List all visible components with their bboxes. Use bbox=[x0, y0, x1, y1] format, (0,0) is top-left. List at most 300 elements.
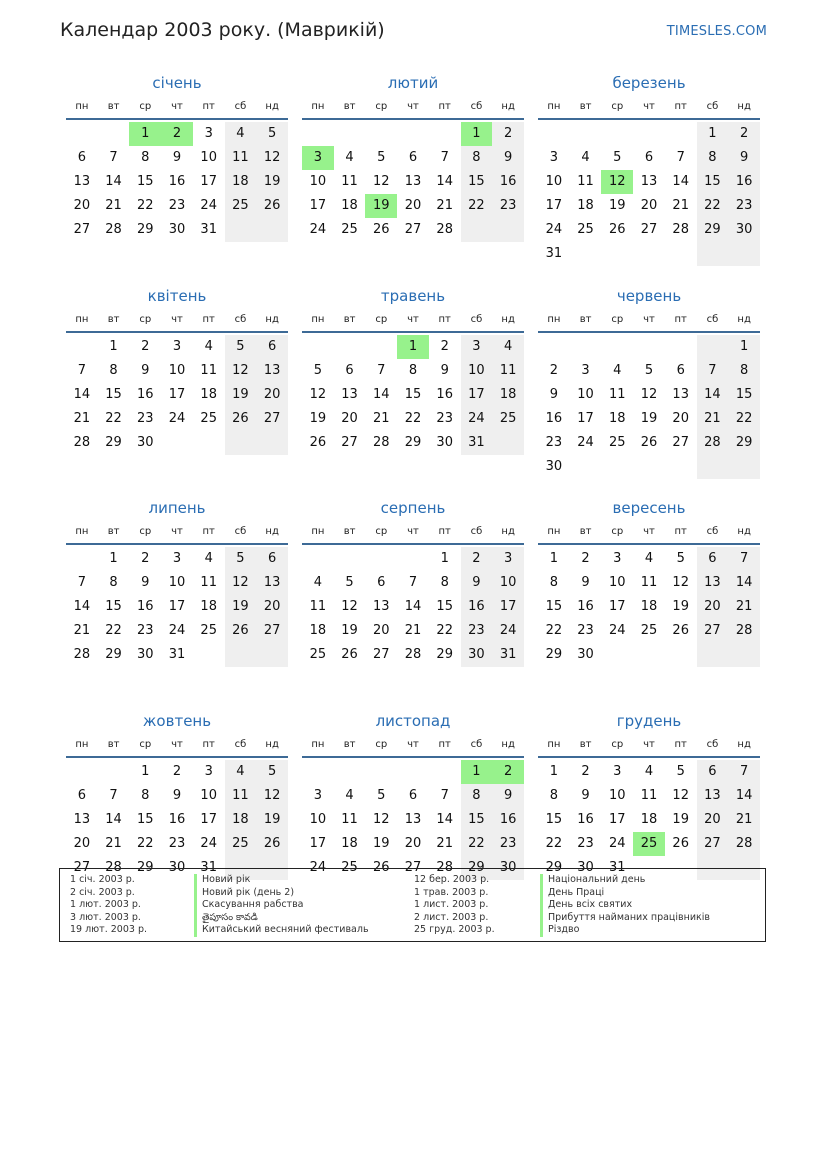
day-cell[interactable]: 30 bbox=[137, 647, 154, 662]
day-cell[interactable]: 2 bbox=[172, 763, 182, 779]
day-cell[interactable]: 1 bbox=[728, 335, 760, 359]
day-cell[interactable]: 29 bbox=[545, 859, 563, 875]
day-cell[interactable]: 31 bbox=[200, 222, 217, 237]
day-cell[interactable]: 23 bbox=[436, 410, 453, 426]
day-cell[interactable]: 15 bbox=[461, 808, 493, 832]
day-cell[interactable]: 16 bbox=[436, 386, 453, 402]
day-cell[interactable]: 8 bbox=[141, 787, 150, 803]
day-cell[interactable]: 12 bbox=[225, 359, 257, 383]
day-cell[interactable]: 23 bbox=[545, 434, 563, 450]
day-cell[interactable]: 9 bbox=[172, 150, 182, 165]
day-cell[interactable]: 14 bbox=[404, 599, 422, 614]
day-cell[interactable]: 21 bbox=[697, 407, 729, 431]
day-cell[interactable]: 17 bbox=[545, 198, 563, 213]
day-cell[interactable]: 8 bbox=[549, 787, 558, 803]
day-cell[interactable]: 4 bbox=[225, 122, 257, 146]
day-cell[interactable]: 15 bbox=[105, 386, 122, 402]
day-cell[interactable]: 6 bbox=[377, 575, 386, 590]
day-cell[interactable]: 7 bbox=[728, 547, 760, 571]
day-cell[interactable]: 24 bbox=[577, 434, 594, 450]
day-cell[interactable]: 19 bbox=[256, 808, 288, 832]
day-cell[interactable]: 16 bbox=[492, 170, 524, 194]
day-cell[interactable]: 17 bbox=[461, 383, 493, 407]
day-cell[interactable]: 6 bbox=[676, 362, 685, 378]
day-cell[interactable]: 16 bbox=[137, 599, 154, 614]
day-cell[interactable]: 14 bbox=[436, 174, 453, 189]
day-cell[interactable]: 31 bbox=[200, 859, 217, 875]
day-cell[interactable]: 28 bbox=[373, 434, 390, 450]
day-cell[interactable]: 22 bbox=[545, 623, 563, 638]
day-cell[interactable]: 4 bbox=[613, 362, 622, 378]
day-cell[interactable]: 12 bbox=[309, 386, 327, 402]
day-cell[interactable]: 12 bbox=[672, 575, 689, 590]
day-cell[interactable]: 9 bbox=[172, 787, 182, 803]
day-cell[interactable]: 10 bbox=[609, 787, 626, 803]
day-cell[interactable]: 30 bbox=[728, 218, 760, 242]
day-cell[interactable]: 9 bbox=[492, 146, 524, 170]
day-cell[interactable]: 14 bbox=[436, 811, 453, 827]
day-cell[interactable]: 10 bbox=[200, 150, 217, 165]
day-cell[interactable]: 5 bbox=[676, 551, 685, 566]
day-cell[interactable]: 27 bbox=[640, 222, 658, 237]
day-cell[interactable]: 17 bbox=[309, 198, 327, 213]
day-cell[interactable]: 8 bbox=[461, 146, 493, 170]
day-cell[interactable]: 30 bbox=[492, 856, 524, 880]
day-cell[interactable]: 8 bbox=[141, 150, 150, 165]
day-cell[interactable]: 19 bbox=[373, 835, 390, 851]
day-cell[interactable]: 26 bbox=[225, 619, 257, 643]
day-cell[interactable]: 31 bbox=[168, 647, 186, 662]
day-cell[interactable]: 11 bbox=[309, 599, 327, 614]
day-cell[interactable]: 10 bbox=[309, 174, 327, 189]
day-cell[interactable]: 23 bbox=[728, 194, 760, 218]
day-cell[interactable]: 5 bbox=[256, 760, 288, 784]
day-cell[interactable]: 27 bbox=[373, 647, 390, 662]
day-cell[interactable]: 17 bbox=[168, 599, 186, 614]
day-cell[interactable]: 1 bbox=[141, 763, 150, 779]
day-cell[interactable]: 3 bbox=[172, 551, 182, 566]
day-cell[interactable]: 4 bbox=[644, 763, 654, 779]
day-cell[interactable]: 18 bbox=[492, 383, 524, 407]
day-cell[interactable]: 5 bbox=[613, 150, 622, 165]
day-cell[interactable]: 18 bbox=[341, 835, 358, 851]
day-cell[interactable]: 10 bbox=[577, 386, 594, 402]
day-cell[interactable]: 23 bbox=[137, 410, 154, 426]
day-cell[interactable]: 28 bbox=[728, 619, 760, 643]
day-cell[interactable]: 3 bbox=[204, 126, 213, 141]
day-cell[interactable]: 8 bbox=[440, 575, 449, 590]
day-cell[interactable]: 23 bbox=[492, 832, 524, 856]
day-cell[interactable]: 10 bbox=[461, 359, 493, 383]
day-cell[interactable]: 3 bbox=[492, 547, 524, 571]
day-cell[interactable]: 20 bbox=[697, 595, 729, 619]
day-cell[interactable]: 22 bbox=[697, 194, 729, 218]
day-cell[interactable]: 11 bbox=[200, 575, 217, 590]
day-cell[interactable]: 10 bbox=[200, 787, 217, 803]
day-cell[interactable]: 4 bbox=[204, 338, 213, 354]
day-cell[interactable]: 5 bbox=[377, 787, 386, 803]
day-cell[interactable]: 2 bbox=[549, 362, 558, 378]
day-cell[interactable]: 18 bbox=[341, 198, 358, 213]
day-cell[interactable]: 10 bbox=[492, 571, 524, 595]
day-cell[interactable]: 25 bbox=[309, 647, 327, 662]
day-cell[interactable]: 27 bbox=[404, 859, 422, 875]
day-cell[interactable]: 14 bbox=[73, 386, 91, 402]
day-cell[interactable]: 6 bbox=[345, 362, 354, 378]
day-cell[interactable]: 29 bbox=[105, 434, 122, 450]
day-cell[interactable]: 29 bbox=[436, 647, 453, 662]
day-cell[interactable]: 31 bbox=[545, 246, 563, 261]
day-cell[interactable]: 19 bbox=[256, 170, 288, 194]
day-cell[interactable]: 12 bbox=[373, 811, 390, 827]
day-cell[interactable]: 27 bbox=[341, 434, 358, 450]
day-cell[interactable]: 3 bbox=[313, 787, 322, 803]
day-cell[interactable]: 8 bbox=[408, 362, 418, 378]
day-cell[interactable]: 17 bbox=[200, 811, 217, 827]
day-cell[interactable]: 15 bbox=[461, 170, 493, 194]
day-cell[interactable]: 29 bbox=[728, 431, 760, 455]
day-cell[interactable]: 3 bbox=[549, 150, 558, 165]
day-cell[interactable]: 9 bbox=[492, 784, 524, 808]
day-cell[interactable]: 27 bbox=[672, 434, 689, 450]
day-cell[interactable]: 14 bbox=[373, 386, 390, 402]
day-cell[interactable]: 25 bbox=[577, 222, 594, 237]
day-cell[interactable]: 13 bbox=[256, 571, 288, 595]
day-cell[interactable]: 12 bbox=[256, 784, 288, 808]
day-cell[interactable]: 29 bbox=[461, 856, 493, 880]
day-cell[interactable]: 19 bbox=[672, 811, 689, 827]
day-cell[interactable]: 24 bbox=[200, 198, 217, 213]
day-cell[interactable]: 7 bbox=[77, 575, 86, 590]
day-cell[interactable]: 23 bbox=[168, 198, 186, 213]
day-cell[interactable]: 15 bbox=[697, 170, 729, 194]
day-cell[interactable]: 24 bbox=[200, 835, 217, 851]
day-cell[interactable]: 7 bbox=[109, 150, 118, 165]
day-cell[interactable]: 5 bbox=[676, 763, 685, 779]
day-cell[interactable]: 21 bbox=[105, 835, 122, 851]
day-cell[interactable]: 26 bbox=[309, 434, 327, 450]
day-cell[interactable]: 15 bbox=[137, 174, 154, 189]
day-cell[interactable]: 2 bbox=[581, 551, 590, 566]
day-cell[interactable]: 14 bbox=[728, 571, 760, 595]
day-cell[interactable]: 25 bbox=[200, 410, 217, 426]
day-cell[interactable]: 20 bbox=[73, 198, 91, 213]
day-cell[interactable]: 15 bbox=[436, 599, 453, 614]
day-cell[interactable]: 24 bbox=[492, 619, 524, 643]
day-cell[interactable]: 23 bbox=[492, 194, 524, 218]
day-cell[interactable]: 7 bbox=[728, 760, 760, 784]
day-cell[interactable]: 2 bbox=[440, 338, 449, 354]
day-cell[interactable]: 9 bbox=[461, 571, 493, 595]
day-cell[interactable]: 25 bbox=[492, 407, 524, 431]
day-cell[interactable]: 4 bbox=[204, 551, 213, 566]
day-cell[interactable]: 19 bbox=[225, 595, 257, 619]
day-cell[interactable]: 13 bbox=[373, 599, 390, 614]
day-cell[interactable]: 1 bbox=[461, 122, 493, 146]
day-cell[interactable]: 6 bbox=[697, 760, 729, 784]
day-cell[interactable]: 1 bbox=[549, 551, 558, 566]
day-cell[interactable]: 18 bbox=[577, 198, 594, 213]
day-cell[interactable]: 21 bbox=[404, 623, 422, 638]
day-cell[interactable]: 4 bbox=[581, 150, 590, 165]
day-cell[interactable]: 1 bbox=[461, 760, 493, 784]
day-cell[interactable]: 6 bbox=[256, 335, 288, 359]
day-cell[interactable]: 22 bbox=[105, 410, 122, 426]
day-cell[interactable]: 24 bbox=[461, 407, 493, 431]
day-cell[interactable]: 8 bbox=[109, 575, 118, 590]
day-cell[interactable]: 7 bbox=[109, 787, 118, 803]
day-cell[interactable]: 26 bbox=[672, 623, 689, 638]
day-cell[interactable]: 6 bbox=[408, 787, 418, 803]
day-cell[interactable]: 31 bbox=[461, 431, 493, 455]
day-cell[interactable]: 5 bbox=[644, 362, 654, 378]
day-cell[interactable]: 13 bbox=[697, 571, 729, 595]
day-cell[interactable]: 29 bbox=[137, 859, 154, 875]
day-cell[interactable]: 2 bbox=[728, 122, 760, 146]
day-cell[interactable]: 17 bbox=[200, 174, 217, 189]
day-cell[interactable]: 7 bbox=[440, 787, 449, 803]
day-cell[interactable]: 4 bbox=[644, 551, 654, 566]
day-cell[interactable]: 30 bbox=[168, 859, 186, 875]
day-cell[interactable]: 24 bbox=[309, 859, 327, 875]
day-cell[interactable]: 13 bbox=[73, 811, 91, 827]
day-cell[interactable]: 18 bbox=[640, 811, 658, 827]
day-cell[interactable]: 4 bbox=[492, 335, 524, 359]
day-cell[interactable]: 9 bbox=[728, 146, 760, 170]
day-cell[interactable]: 20 bbox=[341, 410, 358, 426]
day-cell[interactable]: 20 bbox=[697, 808, 729, 832]
day-cell[interactable]: 19 bbox=[640, 410, 658, 426]
day-cell[interactable]: 6 bbox=[644, 150, 654, 165]
day-cell[interactable]: 13 bbox=[672, 386, 689, 402]
day-cell[interactable]: 27 bbox=[697, 832, 729, 856]
day-cell[interactable]: 30 bbox=[137, 434, 154, 450]
day-cell[interactable]: 6 bbox=[697, 547, 729, 571]
day-cell[interactable]: 21 bbox=[436, 835, 453, 851]
day-cell[interactable]: 16 bbox=[461, 595, 493, 619]
day-cell[interactable]: 5 bbox=[313, 362, 322, 378]
day-cell[interactable]: 16 bbox=[577, 599, 594, 614]
day-cell[interactable]: 14 bbox=[672, 174, 689, 189]
day-cell[interactable]: 30 bbox=[577, 647, 594, 662]
day-cell[interactable]: 9 bbox=[581, 787, 590, 803]
day-cell[interactable]: 20 bbox=[404, 835, 422, 851]
day-cell[interactable]: 2 bbox=[161, 122, 193, 146]
day-cell[interactable]: 22 bbox=[137, 198, 154, 213]
day-cell[interactable]: 7 bbox=[77, 362, 86, 378]
day-cell[interactable]: 23 bbox=[137, 623, 154, 638]
day-cell[interactable]: 21 bbox=[728, 595, 760, 619]
day-cell[interactable]: 5 bbox=[225, 547, 257, 571]
day-cell[interactable]: 6 bbox=[256, 547, 288, 571]
day-cell[interactable]: 22 bbox=[105, 623, 122, 638]
day-cell[interactable]: 28 bbox=[436, 222, 453, 237]
day-cell[interactable]: 21 bbox=[73, 410, 91, 426]
day-cell[interactable]: 15 bbox=[105, 599, 122, 614]
day-cell[interactable]: 24 bbox=[609, 623, 626, 638]
day-cell[interactable]: 11 bbox=[577, 174, 594, 189]
day-cell[interactable]: 9 bbox=[549, 386, 558, 402]
day-cell[interactable]: 3 bbox=[302, 146, 334, 170]
day-cell[interactable]: 5 bbox=[377, 150, 386, 165]
day-cell[interactable]: 28 bbox=[105, 222, 122, 237]
day-cell[interactable]: 15 bbox=[137, 811, 154, 827]
day-cell[interactable]: 30 bbox=[577, 859, 594, 875]
day-cell[interactable]: 26 bbox=[373, 859, 390, 875]
day-cell[interactable]: 11 bbox=[200, 362, 217, 378]
site-link[interactable]: TIMESLES.COM bbox=[666, 24, 767, 39]
day-cell[interactable]: 26 bbox=[373, 222, 390, 237]
day-cell[interactable]: 18 bbox=[640, 599, 658, 614]
day-cell[interactable]: 28 bbox=[73, 647, 91, 662]
day-cell[interactable]: 17 bbox=[492, 595, 524, 619]
day-cell[interactable]: 5 bbox=[256, 122, 288, 146]
day-cell[interactable]: 11 bbox=[341, 174, 358, 189]
day-cell[interactable]: 8 bbox=[697, 146, 729, 170]
day-cell[interactable]: 11 bbox=[341, 811, 358, 827]
day-cell[interactable]: 22 bbox=[728, 407, 760, 431]
day-cell[interactable]: 15 bbox=[545, 811, 563, 827]
day-cell[interactable]: 14 bbox=[105, 174, 122, 189]
day-cell[interactable]: 26 bbox=[609, 222, 626, 237]
day-cell[interactable]: 24 bbox=[168, 623, 186, 638]
day-cell[interactable]: 25 bbox=[640, 623, 658, 638]
day-cell[interactable]: 5 bbox=[225, 335, 257, 359]
day-cell[interactable]: 12 bbox=[640, 386, 658, 402]
day-cell[interactable]: 2 bbox=[141, 551, 150, 566]
day-cell[interactable]: 19 bbox=[341, 623, 358, 638]
day-cell[interactable]: 28 bbox=[73, 434, 91, 450]
day-cell[interactable]: 14 bbox=[73, 599, 91, 614]
day-cell[interactable]: 6 bbox=[77, 150, 86, 165]
day-cell[interactable]: 30 bbox=[168, 222, 186, 237]
day-cell[interactable]: 26 bbox=[256, 194, 288, 218]
day-cell[interactable]: 3 bbox=[581, 362, 590, 378]
day-cell[interactable]: 31 bbox=[492, 643, 524, 667]
day-cell[interactable]: 19 bbox=[672, 599, 689, 614]
day-cell[interactable]: 8 bbox=[728, 359, 760, 383]
day-cell[interactable]: 1 bbox=[109, 338, 118, 354]
day-cell[interactable]: 28 bbox=[697, 431, 729, 455]
day-cell[interactable]: 8 bbox=[109, 362, 118, 378]
day-cell[interactable]: 20 bbox=[73, 835, 91, 851]
day-cell[interactable]: 15 bbox=[728, 383, 760, 407]
day-cell[interactable]: 10 bbox=[168, 362, 186, 378]
day-cell[interactable]: 1 bbox=[109, 551, 118, 566]
day-cell[interactable]: 4 bbox=[313, 575, 322, 590]
day-cell[interactable]: 12 bbox=[373, 174, 390, 189]
day-cell[interactable]: 2 bbox=[492, 760, 524, 784]
day-cell[interactable]: 9 bbox=[581, 575, 590, 590]
day-cell[interactable]: 9 bbox=[141, 575, 150, 590]
day-cell[interactable]: 9 bbox=[440, 362, 449, 378]
day-cell[interactable]: 20 bbox=[256, 595, 288, 619]
day-cell[interactable]: 2 bbox=[492, 122, 524, 146]
day-cell[interactable]: 28 bbox=[404, 647, 422, 662]
day-cell[interactable]: 25 bbox=[609, 434, 626, 450]
day-cell[interactable]: 18 bbox=[225, 170, 257, 194]
day-cell[interactable]: 16 bbox=[168, 174, 186, 189]
day-cell[interactable]: 29 bbox=[105, 647, 122, 662]
day-cell[interactable]: 11 bbox=[492, 359, 524, 383]
day-cell[interactable]: 1 bbox=[129, 122, 161, 146]
day-cell[interactable]: 11 bbox=[640, 575, 658, 590]
day-cell[interactable]: 20 bbox=[672, 410, 689, 426]
day-cell[interactable]: 6 bbox=[77, 787, 86, 803]
day-cell[interactable]: 15 bbox=[545, 599, 563, 614]
day-cell[interactable]: 28 bbox=[672, 222, 689, 237]
day-cell[interactable]: 16 bbox=[577, 811, 594, 827]
day-cell[interactable]: 4 bbox=[345, 150, 354, 165]
day-cell[interactable]: 26 bbox=[256, 832, 288, 856]
day-cell[interactable]: 23 bbox=[577, 835, 594, 851]
day-cell[interactable]: 10 bbox=[545, 174, 563, 189]
day-cell[interactable]: 27 bbox=[73, 222, 91, 237]
day-cell[interactable]: 12 bbox=[601, 170, 633, 194]
day-cell[interactable]: 16 bbox=[492, 808, 524, 832]
day-cell[interactable]: 10 bbox=[609, 575, 626, 590]
day-cell[interactable]: 15 bbox=[404, 386, 422, 402]
day-cell[interactable]: 27 bbox=[256, 619, 288, 643]
day-cell[interactable]: 25 bbox=[225, 832, 257, 856]
day-cell[interactable]: 18 bbox=[200, 599, 217, 614]
day-cell[interactable]: 29 bbox=[697, 218, 729, 242]
day-cell[interactable]: 11 bbox=[225, 784, 257, 808]
day-cell[interactable]: 9 bbox=[141, 362, 150, 378]
day-cell[interactable]: 26 bbox=[672, 835, 689, 851]
day-cell[interactable]: 3 bbox=[613, 763, 622, 779]
day-cell[interactable]: 27 bbox=[697, 619, 729, 643]
day-cell[interactable]: 17 bbox=[609, 811, 626, 827]
day-cell[interactable]: 4 bbox=[225, 760, 257, 784]
day-cell[interactable]: 14 bbox=[728, 784, 760, 808]
day-cell[interactable]: 28 bbox=[105, 859, 122, 875]
day-cell[interactable]: 24 bbox=[609, 835, 626, 851]
day-cell[interactable]: 17 bbox=[168, 386, 186, 402]
day-cell[interactable]: 12 bbox=[225, 571, 257, 595]
day-cell[interactable]: 7 bbox=[440, 150, 449, 165]
day-cell[interactable]: 27 bbox=[256, 407, 288, 431]
day-cell[interactable]: 13 bbox=[640, 174, 658, 189]
day-cell[interactable]: 22 bbox=[436, 623, 453, 638]
day-cell[interactable]: 18 bbox=[200, 386, 217, 402]
day-cell[interactable]: 30 bbox=[461, 643, 493, 667]
day-cell[interactable]: 25 bbox=[341, 859, 358, 875]
day-cell[interactable]: 3 bbox=[204, 763, 213, 779]
day-cell[interactable]: 23 bbox=[577, 623, 594, 638]
day-cell[interactable]: 18 bbox=[225, 808, 257, 832]
day-cell[interactable]: 16 bbox=[137, 386, 154, 402]
day-cell[interactable]: 30 bbox=[436, 434, 453, 450]
day-cell[interactable]: 22 bbox=[545, 835, 563, 851]
day-cell[interactable]: 18 bbox=[309, 623, 327, 638]
day-cell[interactable]: 29 bbox=[545, 647, 563, 662]
day-cell[interactable]: 17 bbox=[609, 599, 626, 614]
day-cell[interactable]: 27 bbox=[73, 859, 91, 875]
day-cell[interactable]: 20 bbox=[373, 623, 390, 638]
day-cell[interactable]: 28 bbox=[436, 859, 453, 875]
day-cell[interactable]: 23 bbox=[168, 835, 186, 851]
day-cell[interactable]: 1 bbox=[697, 122, 729, 146]
day-cell[interactable]: 28 bbox=[728, 832, 760, 856]
day-cell[interactable]: 4 bbox=[345, 787, 354, 803]
day-cell[interactable]: 30 bbox=[545, 458, 563, 474]
day-cell[interactable]: 2 bbox=[141, 338, 150, 354]
day-cell[interactable]: 21 bbox=[672, 198, 689, 213]
day-cell[interactable]: 31 bbox=[609, 859, 626, 875]
day-cell[interactable]: 25 bbox=[341, 222, 358, 237]
day-cell[interactable]: 10 bbox=[168, 575, 186, 590]
